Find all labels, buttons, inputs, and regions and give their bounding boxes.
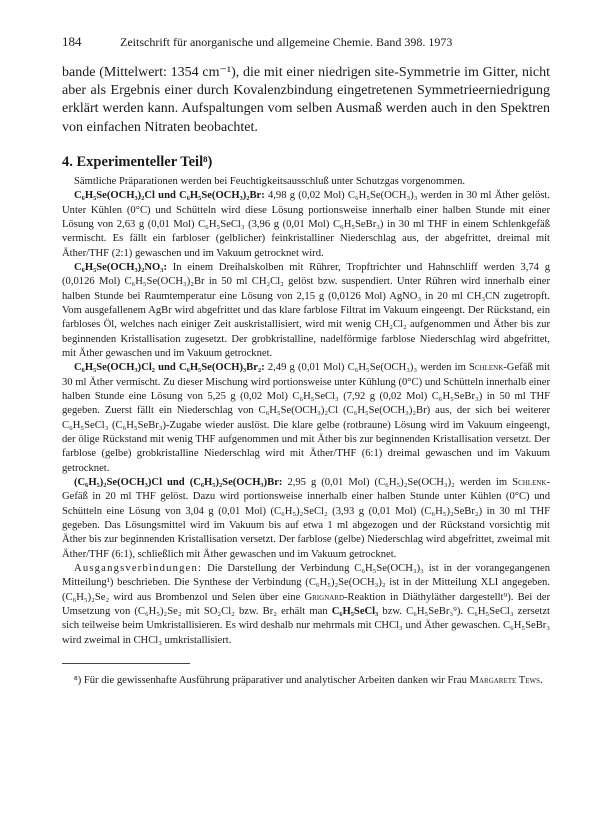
experimental-body [62,175,550,648]
paragraph-text: 4,98 g (0,02 Mol) C₆H₅Se(OCH₃)₃ werden in 30 ml Äther gelöst. Unter Kühlen (0°C) und Schütteln wird diese Lösung portionsweise innerhalb einer halben Stunde mit einer Lösung von 2,63 g (0,01 Mol) C₆H₅SeCl₃ (3,96 g (0,01 Mol) C₆H₅SeBr₃) in 30 ml THF in einem Schlenkgefäß vermischt. Es fällt ein farbloser (gelblicher) feinkristalliner Niederschlag aus, der abgefrittet, dreimal mit Äther/THF (2:1) gewaschen und im Vakuum getrocknet wird. [62,190,550,259]
spaced-heading: Ausgangsverbindungen: [74,563,203,575]
paragraph-text: bzw. C₆H₅SeBr₃⁹). C₆H₅SeCl₃ zersetzt sich teilweise beim Umkristallisieren. Es wird deshalb nur mehrmals mit CHCl₃ und Äther gewaschen. C₆H₅SeBr₃ wird zweimal in CHCl₃ umkristallisiert. [62,606,550,646]
footnote-end: . [540,675,543,687]
footnote-name: Margarete Tews [469,675,541,687]
paragraph-dihalide [62,361,550,476]
paragraph-text: -Gefäß in 20 ml THF gelöst. Dazu wird portionsweise innerhalb einer halben Stunde unter Kühlen (0°C) und Schütteln eine Lösung von 3,04 g (0,01 Mol) (C₆H₅)₂SeCl₂ (3,93 g (0,01 Mol) (C₆H₅)₂SeBr₂) in 30 ml THF gegeben. Das Lösungsmittel wird im Vakuum bis auf etwa 1 ml abgezogen und der Rückstand vorsichtig mit Äther bis zur beginnenden Kristallisation versetzt. Der farblose (gelbe) Niederschlag wird abgefrittet, zweimal mit Äther/THF (6:1), schließlich mit Äther gewaschen und im Vakuum getrocknet. [62,477,550,560]
paragraph-text: In einem Dreihalskolben mit Rührer, Tropftrichter und Hahnschliff werden 3,74 g (0,0126 Mol) C₆H₅Se(OCH₃)₂Br in 50 ml CH₂Cl₂ gelöst bzw. suspendiert. Unter Rühren wird innerhalb einer halben Stunde bei Raumtemperatur eine Lösung von 2,15 g (0,0126 Mol) AgNO₃ in 20 ml CH₃CN zugetropft. Vom ausgefallenem AgBr wird abgefrittet und das klare farblose Filtrat im Vakuum eingeengt. Der Rückstand, ein farbloses Öl, welches nach einiger Zeit auskristallisiert, wird mit wenig CH₂Cl₂ aufgenommen und Äther bis zur beginnenden Kristallisation zugesetzt. Der grobkristalline, nadelförmige farblose Niederschlag wird abgefrittet, mit Äther gewaschen und im Vakuum getrocknet. [62,261,550,359]
intro-paragraph: bande (Mittelwert: 1354 cm⁻¹), die mit einer niedrigen site-Symmetrie im Gitter, nicht aber als Ergebnis einer durch Kovalenzbindung eingetretenen Symmetrieerniedrigung erklärt werden kann. Aufspaltungen vom selben Ausmaß werden auch in den Spektren von einfachen Nitraten beobachtet. [62,65,550,135]
paragraph-diphenyl [62,476,550,562]
compound-heading: C₆H₅Se(OCH₃)Cl₂ und C₆H₅Se(OCH)₃Br₂: [74,362,265,374]
author-name: Schlenk [469,362,504,374]
running-header [62,34,550,52]
paragraph-text: Die Darstellung der Verbindung C₆H₅Se(OCH₃)₃ ist in der vorangegangenen Mitteilung¹) beschrieben. Die Synthese der Verbindung (C₆H₅)₂Se(OCH₃)₂ ist in der Mitteilung XLI angegeben. (C₆H₅)₂Se₂ wird aus Brombenzol und Selen über eine [62,563,550,603]
compound-heading: C₆H₅Se(OCH₃)₂NO₃: [74,261,167,273]
paragraph-nitrate [62,261,550,361]
paragraph-text: -Gefäß mit 30 ml Äther vermischt. Zu dieser Mischung wird portionsweise unter Kühlung (0°C) und Schütteln innerhalb einer halben Stunde eine Lösung von 5,25 g (0,02 Mol) C₆H₅SeCl₃ (7,92 g (0,02 Mol) C₆H₅SeBr₃) in 50 ml THF gegeben. Zuerst fällt ein Niederschlag von C₆H₅Se(OCH₃)₂Cl (C₆H₅Se(OCH₃)₂Br) aus, der sich bei weiterer C₆H₅SeCl₃ (C₆H₅SeBr₃)-Zugabe wieder auslöst. Die klare gelbe (rotbraune) Lösung wird im Vakuum eingeengt, der ölige Rückstand mit wenig THF aufgenommen und mit Äther bis zur beginnenden Kristallisation versetzt. Der farblose (gelbe) grobkristalline Niederschlag wird mit Äther/THF (6:1) dreimal gewaschen und im Vakuum getrocknet. [62,362,550,474]
footnote-rule [62,663,190,664]
page [62,34,550,689]
paragraph-general: Sämtliche Präparationen werden bei Feuchtigkeitsausschluß unter Schutzgas vorgenommen. [74,175,466,187]
paragraph-text: -Reaktion in Diäthyläther dargestellt⁹). Bei der Umsetzung von (C₆H₅)₂Se₂ mit SO₂Cl₂ bzw. Br₂ erhält man [62,591,550,618]
paragraph-chloride-bromide [62,189,550,261]
page-number: 184 [62,34,82,49]
paragraph-text: 2,95 g (0,01 Mol) (C₆H₅)₂Se(OCH₃)₂ werden im [282,477,513,489]
journal-title: Zeitschrift für anorganische und allgemeine Chemie. Band 398. 1973 [120,35,453,49]
footnote-text: ⁸) Für die gewissenhafte Ausführung präparativer und analytischer Arbeiten danken wir Frau [74,675,470,687]
footnote [62,674,550,688]
compound-heading: (C₆H₅)₂Se(OCH₃)Cl und (C₆H₅)₂Se(OCH₃)Br: [74,477,283,489]
paragraph-text: 2,49 g (0,01 Mol) C₆H₅Se(OCH₃)₃ werden im [264,362,469,374]
author-name: Grignard [304,591,345,603]
author-name: Schlenk [512,477,547,489]
section-title: 4. Experimenteller Teil⁸) [62,153,213,170]
compound-bold: C₆H₅SeCl₃ [331,606,379,618]
paragraph-starting-materials [62,562,550,648]
compound-heading: C₆H₅Se(OCH₃)₂Cl und C₆H₅Se(OCH₃)₂Br: [74,190,265,202]
